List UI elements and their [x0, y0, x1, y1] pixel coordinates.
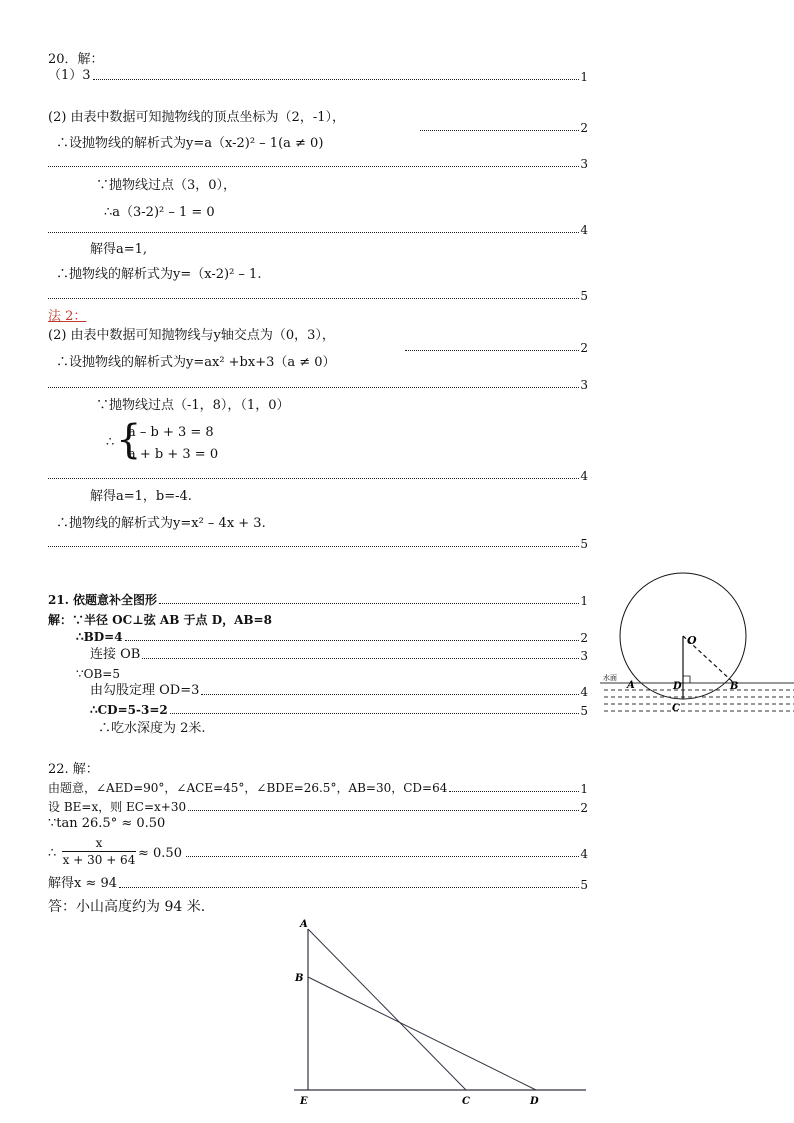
leader-dots [405, 350, 579, 351]
q20-alt-system-eq-1: a – b + 3 = 8 [128, 425, 214, 440]
q20-alt-method-label: 法 2： [48, 309, 87, 324]
q21-bd: ∴BD=4 [76, 630, 123, 644]
leader-dots [48, 546, 579, 547]
q22-therefore: ∴ [48, 846, 57, 861]
q22-answer: 答：小山高度约为 94 米. [48, 899, 206, 915]
q20-alt-pass-points: ∵抛物线过点（-1，8），（1，0） [96, 398, 290, 413]
score-mark: 5 [580, 704, 588, 718]
leader-dots [188, 810, 579, 811]
score-mark: 4 [580, 847, 588, 861]
score-mark: 2 [580, 121, 588, 135]
q20-mark-3-row [48, 156, 588, 170]
score-mark: 1 [580, 594, 588, 608]
q20-alt-mark-2-row [405, 340, 588, 354]
q20-equation: ∴a（3-2)² – 1 = 0 [104, 205, 215, 220]
q22-denominator: x + 30 + 64 [62, 853, 136, 867]
sight-line-ac [308, 929, 466, 1090]
score-mark: 1 [580, 782, 588, 796]
system-brace: { [116, 417, 142, 463]
score-mark: 2 [580, 631, 588, 645]
score-mark: 3 [580, 157, 588, 171]
q21-ob-length: ∵OB=5 [76, 667, 120, 681]
leader-dots [159, 603, 579, 604]
leader-dots [48, 166, 579, 167]
q22-ratio-value: ≈ 0.50 [138, 846, 182, 861]
score-mark: 3 [580, 378, 588, 392]
q20-solve: 解得a=1, [90, 242, 148, 257]
score-mark: 1 [580, 70, 588, 84]
q20-alt-assume: ∴设抛物线的解析式为y=ax² +bx+3（a ≠ 0） [56, 355, 336, 370]
point-d-label: D [673, 681, 682, 692]
q22-hill-figure [290, 915, 590, 1115]
q20-alt-result: ∴抛物线的解析式为y=x² – 4x + 3. [56, 516, 266, 531]
point-c-label: C [462, 1096, 470, 1107]
q21-line-od [90, 684, 588, 698]
leader-dots [48, 387, 579, 388]
q22-line-5 [48, 877, 588, 891]
q22-numerator: x [95, 836, 103, 850]
q21-given: 解：∵半径 OC⊥弦 AB 于点 D，AB=8 [48, 613, 272, 627]
point-a-label: A [300, 919, 308, 930]
score-mark: 4 [580, 469, 588, 483]
q21-line-1 [48, 593, 588, 607]
point-b-label: B [295, 973, 304, 984]
leader-dots [449, 791, 579, 792]
point-a-label: A [627, 680, 635, 691]
leader-dots [170, 713, 580, 714]
score-mark: 3 [580, 649, 588, 663]
leader-dots [420, 130, 579, 131]
sight-line-bd [308, 977, 536, 1090]
water-label: 水面 [603, 674, 617, 682]
q21-circle-figure [600, 570, 794, 730]
point-d-label: D [530, 1096, 539, 1107]
q21-line-bd [76, 630, 588, 644]
q21-statement: 21. 依题意补全图形 [48, 593, 158, 607]
q20-alt-intro: (2) 由表中数据可知抛物线与y轴交点为（0，3）， [48, 328, 335, 343]
score-mark: 4 [580, 223, 588, 237]
fraction-bar [62, 851, 136, 852]
leader-dots [119, 887, 579, 888]
q20-mark-4-row [48, 222, 588, 236]
q22-mark-4-row [186, 846, 588, 860]
point-b-label: B [730, 681, 739, 692]
q21-connect: 连接 OB [90, 647, 141, 662]
q21-cd: ∴CD=5-3=2 [90, 703, 168, 717]
q20-part1: （1）3 [48, 68, 91, 83]
q21-pythagoras: 由勾股定理 OD=3 [90, 683, 200, 698]
q22-let: 设 BE=x，则 EC=x+30 [48, 800, 187, 814]
q20-assume: ∴设抛物线的解析式为y=a（x-2)² – 1(a ≠ 0) [56, 136, 324, 151]
q20-result: ∴抛物线的解析式为y=（x-2)² – 1. [56, 267, 262, 282]
q20-line-1 [48, 69, 588, 83]
leader-dots [48, 478, 579, 479]
q20-alt-mark-5-row [48, 536, 588, 550]
q20-alt-therefore: ∴ [106, 435, 115, 450]
q22-solve: 解得x ≈ 94 [48, 876, 118, 891]
point-e-label: E [300, 1096, 308, 1107]
leader-dots [186, 856, 579, 857]
leader-dots [93, 79, 580, 80]
score-mark: 5 [580, 537, 588, 551]
q20-alt-solve: 解得a=1，b=-4. [90, 489, 192, 504]
score-mark: 2 [580, 801, 588, 815]
leader-dots [201, 694, 579, 695]
q20-alt-mark-3-row [48, 377, 588, 391]
q22-given: 由题意，∠AED=90°，∠ACE=45°，∠BDE=26.5°，AB=30，CD=64 [48, 781, 448, 795]
q21-conclusion: ∴吃水深度为 2米. [98, 721, 206, 736]
leader-dots [48, 298, 579, 299]
q20-alt-system-eq-2: a + b + 3 = 0 [128, 447, 219, 462]
q22-fraction [62, 836, 136, 867]
point-c-label: C [672, 703, 680, 714]
q21-line-ob [90, 648, 588, 662]
leader-dots [142, 658, 579, 659]
q20-alt-mark-4-row [48, 468, 588, 482]
q20-part2-intro: (2) 由表中数据可知抛物线的顶点坐标为（2，-1）， [48, 110, 345, 125]
q21-line-cd [90, 703, 588, 717]
right-angle-mark [683, 676, 690, 683]
point-o-label: O [687, 634, 697, 647]
q20-mark-5-row [48, 288, 588, 302]
q22-tan: ∵tan 26.5° ≈ 0.50 [48, 816, 166, 831]
leader-dots [48, 232, 579, 233]
score-mark: 5 [580, 878, 588, 892]
q20-mark-2-row [420, 120, 588, 134]
q20-header: 20．解： [48, 52, 104, 67]
q22-header: 22. 解： [48, 762, 99, 777]
q22-line-1 [48, 781, 588, 795]
score-mark: 2 [580, 341, 588, 355]
leader-dots [125, 640, 580, 641]
q22-line-2 [48, 800, 588, 814]
score-mark: 5 [580, 289, 588, 303]
score-mark: 4 [580, 685, 588, 699]
q20-pass-point: ∵抛物线过点（3，0）， [96, 178, 237, 193]
